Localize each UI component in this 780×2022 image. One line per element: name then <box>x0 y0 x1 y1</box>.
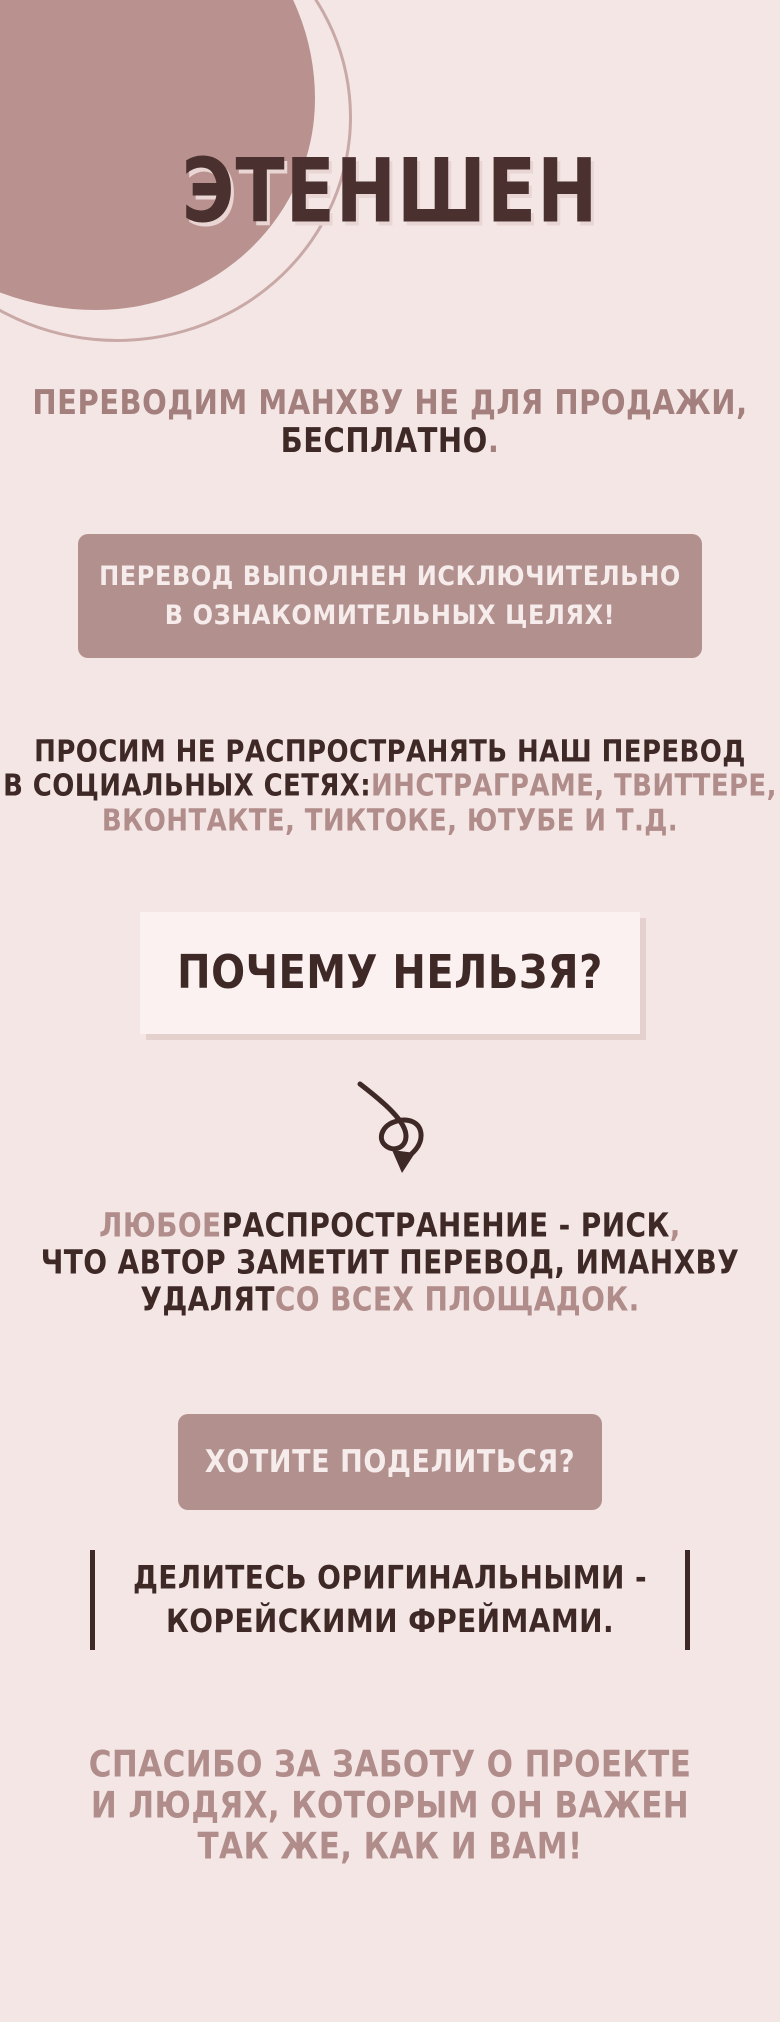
intro-line-2-free: БЕСПЛАТНО <box>280 420 488 461</box>
share-button-label: ХОТИТЕ ПОДЕЛИТЬСЯ? <box>204 1444 576 1480</box>
risk-line-3-platforms: СО ВСЕХ ПЛОЩАДОК. <box>274 1279 640 1319</box>
intro-line-1: ПЕРЕВОДИМ МАНХВУ НЕ ДЛЯ ПРОДАЖИ, <box>32 381 748 423</box>
risk-line-3-delete: УДАЛЯТ <box>140 1279 275 1319</box>
intro-text <box>0 383 780 460</box>
request-line-2-prefix: В СОЦИАЛЬНЫХ СЕТЯХ: <box>3 768 372 804</box>
thanks-line-1: СПАСИБО ЗА ЗАБОТУ О ПРОЕКТЕ <box>88 1743 692 1787</box>
share-button[interactable] <box>178 1414 602 1510</box>
quote-bar-right <box>685 1550 690 1650</box>
quote-text <box>133 1557 647 1643</box>
notice-banner <box>78 534 702 658</box>
risk-line-2-manhwa: МАНХВУ <box>599 1242 740 1282</box>
request-text <box>0 735 780 838</box>
page-title: ЭТЕНШЕН <box>181 140 599 243</box>
thanks-line-3: ТАК ЖЕ, КАК И ВАМ! <box>197 1825 583 1868</box>
page-title-wrap <box>0 140 780 243</box>
quote-block <box>0 1550 780 1650</box>
risk-line-2-prefix: ЧТО АВТОР ЗАМЕТИТ ПЕРЕВОД, И <box>40 1242 600 1282</box>
request-line-1: ПРОСИМ НЕ РАСПРОСТРАНЯТЬ НАШ ПЕРЕВОД <box>34 734 746 770</box>
quote-line-2: КОРЕЙСКИМИ ФРЕЙМАМИ. <box>165 1602 614 1640</box>
intro-line-2-dot: . <box>487 420 500 461</box>
notice-banner-line-1: ПЕРЕВОД ВЫПОЛНЕН ИСКЛЮЧИТЕЛЬНО <box>99 560 681 592</box>
notice-banner-line-2: В ОЗНАКОМИТЕЛЬНЫХ ЦЕЛЯХ! <box>164 599 616 631</box>
request-line-3-networks: ВКОНТАКТЕ, ТИКТОКЕ, ЮТУБЕ И Т.Д. <box>101 802 679 839</box>
question-card <box>140 912 640 1034</box>
question-card-text: ПОЧЕМУ НЕЛЬЗЯ? <box>177 946 603 1000</box>
thanks-text <box>0 1745 780 1868</box>
risk-line-1-main: РАСПРОСТРАНЕНИЕ - РИСК <box>221 1205 670 1245</box>
notice-banner-text <box>99 557 681 635</box>
curly-arrow-down-icon <box>320 1078 460 1178</box>
thanks-line-2: И ЛЮДЯХ, КОТОРЫМ ОН ВАЖЕН <box>90 1784 690 1828</box>
quote-bar-left <box>90 1550 95 1650</box>
risk-text <box>0 1205 780 1319</box>
quote-line-1: ДЕЛИТЕСЬ ОРИГИНАЛЬНЫМИ - <box>132 1559 648 1597</box>
request-line-2-networks: ИНСТРАГРАМЕ, ТВИТТЕРЕ, <box>371 768 777 804</box>
risk-line-1-comma: , <box>669 1205 681 1245</box>
risk-line-1-any: ЛЮБОЕ <box>99 1205 222 1245</box>
